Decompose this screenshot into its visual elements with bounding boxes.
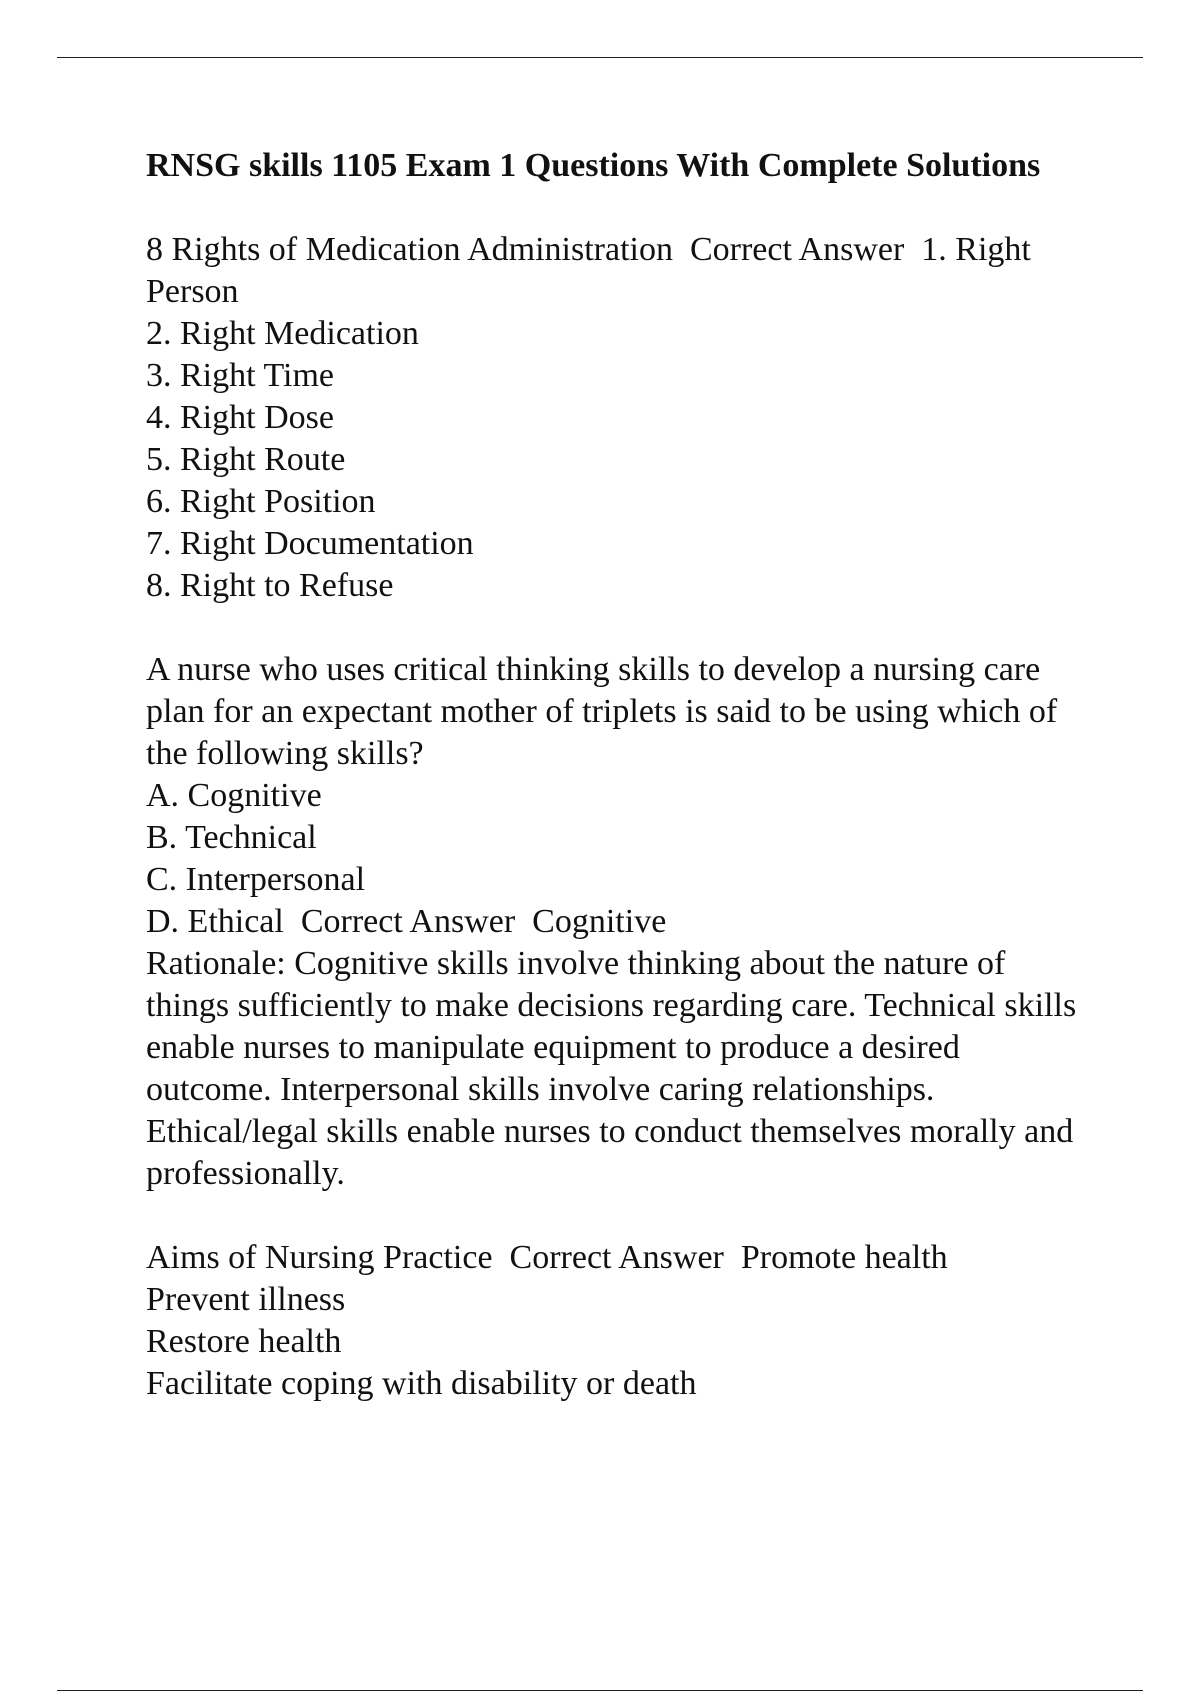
document-body: [146, 145, 1086, 1447]
top-divider: [57, 57, 1143, 58]
correct-answer-label: Correct Answer: [509, 1239, 724, 1276]
answer-line: Promote health: [740, 1239, 948, 1276]
option-c: C. Interpersonal: [146, 861, 366, 898]
question-text: 8 Rights of Medication Administration: [146, 231, 673, 268]
answer-line: 7. Right Documentation: [146, 525, 474, 562]
answer-line: Facilitate coping with disability or death: [146, 1365, 697, 1402]
option-b: B. Technical: [146, 819, 317, 856]
option-d-line: [146, 901, 1086, 943]
answer-line: 1. Right Person: [146, 231, 1031, 310]
question-text: A nurse who uses critical thinking skills to develop a nursing care plan for an expectant mother of triplets is said to be using which of the following skills?: [146, 651, 1066, 772]
answer-line: Restore health: [146, 1323, 342, 1360]
document-title: RNSG skills 1105 Exam 1 Questions With Complete Solutions: [146, 147, 1041, 184]
option-d: D. Ethical: [146, 903, 284, 940]
rationale-text: Rationale: Cognitive skills involve thinking about the nature of things sufficiently to make decisions regarding care. Technical skills enable nurses to manipulate equipment to produce a desired outcome. Interpersonal skills involve caring relationships. Ethical/legal skills enable nurses to conduct themselves morally and professionally.: [146, 945, 1085, 1192]
qa-block-3: [146, 1237, 1086, 1405]
option-a: A. Cognitive: [146, 777, 322, 814]
answer-line: 8. Right to Refuse: [146, 567, 394, 604]
answer-line: 5. Right Route: [146, 441, 346, 478]
answer-line: 6. Right Position: [146, 483, 376, 520]
correct-answer-label: Correct Answer: [689, 231, 905, 268]
bottom-divider: [57, 1690, 1143, 1691]
answer-line: Prevent illness: [146, 1281, 346, 1318]
qa-block-1: [146, 229, 1086, 607]
qa-block-2: [146, 649, 1086, 1195]
question-text: Aims of Nursing Practice: [146, 1239, 493, 1276]
answer-line: 2. Right Medication: [146, 315, 419, 352]
answer-line: 4. Right Dose: [146, 399, 334, 436]
correct-answer-label: Correct Answer: [300, 903, 516, 940]
answer-line: 3. Right Time: [146, 357, 335, 394]
answer-text: Cognitive: [532, 903, 667, 940]
